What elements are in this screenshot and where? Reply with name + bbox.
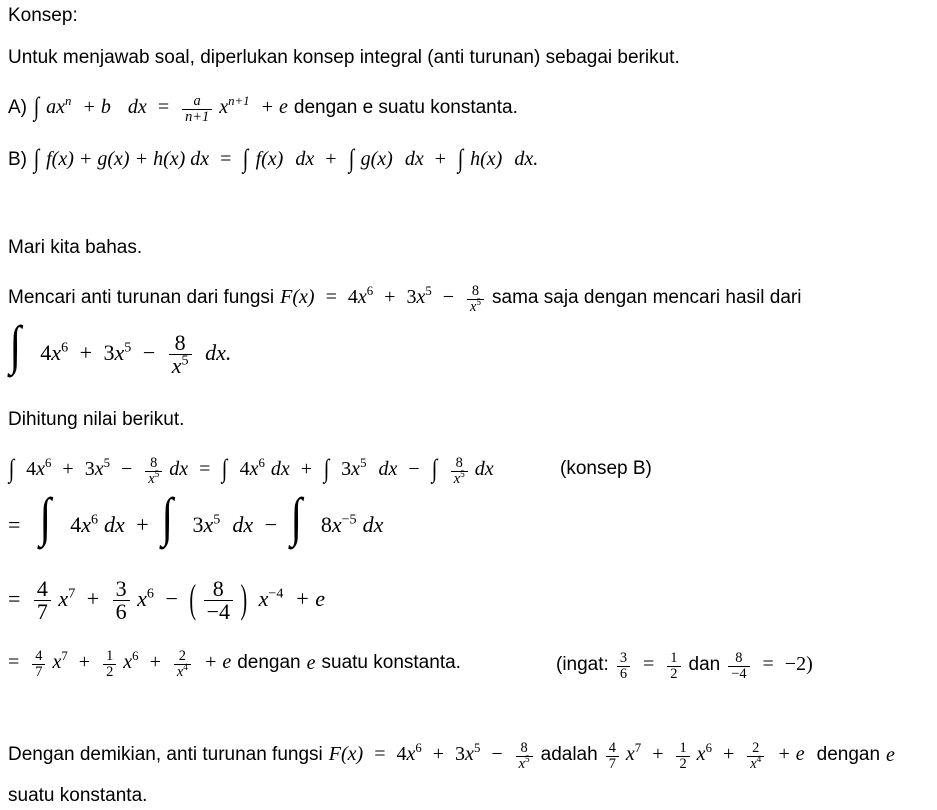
- dihitung-text: Dihitung nilai berikut.: [8, 409, 185, 430]
- concept-b-line: [8, 144, 539, 173]
- step-4-fraction-3: $\frac{2}{x^4}$: [174, 649, 191, 679]
- ingat-expression: $\frac{3}{6}$ = $\frac{1}{2}$: [615, 650, 683, 680]
- step-4-suatu-konstanta: suatu konstanta.: [321, 652, 461, 674]
- display-integral-fraction: $\frac{8}{x^5}$: [169, 332, 192, 378]
- ingat-fraction-1: $\frac{3}{6}$: [617, 651, 630, 681]
- ingat-fraction-3: $\frac{8}{-4}$: [728, 651, 749, 681]
- conclusion-fraction-3: $\frac{2}{x^4}$: [747, 741, 764, 771]
- step-1-line: [8, 455, 494, 485]
- step-4-expression: = $\frac{4}{7}$ $x^7$ + $\frac{1}{2}$ $x^6$ + $\frac{2}{x^4}$ + e: [8, 648, 232, 680]
- concept-b-rhs-1: f(x) dx: [255, 148, 315, 170]
- concept-a-frac-numerator: a: [193, 93, 201, 109]
- conclusion-constant-e: e: [886, 743, 895, 766]
- concept-b-rhs-3: h(x) dx.: [470, 148, 539, 170]
- conclusion-adalah: adalah: [540, 744, 598, 766]
- concept-a-formula: ∫ $ax^n + b$ dx = $\frac{a}{n+1}$ $x^{n+1} + e$: [33, 91, 288, 125]
- step-4-plus-e: + e: [203, 650, 232, 673]
- concept-b-lhs: f(x) + g(x) + h(x) dx: [46, 148, 210, 170]
- conclusion-line-2: [8, 786, 147, 805]
- function-term3-numerator: 8: [471, 283, 480, 299]
- concept-a-equals: =: [157, 95, 170, 118]
- step-1-annotation: [560, 458, 652, 480]
- conclusion-result: $\frac{4}{7}$ $x^7$ + $\frac{1}{2}$ $x^6$ + $\frac{2}{x^4}$ + e: [604, 740, 805, 770]
- mencari-paragraph: [8, 283, 801, 313]
- intro-text: Untuk menjawab soal, diperlukan konsep integral (anti turunan) sebagai berikut.: [8, 47, 680, 68]
- step-3-fraction-3: $\frac{8}{-4}$: [204, 578, 233, 624]
- step-3-fraction-1: $\frac{4}{7}$: [34, 578, 51, 624]
- step-1-annotation-text: (konsep B): [560, 458, 652, 479]
- conclusion-function: $F(x) = 4x^6 + 3x^5$ − $\frac{8}{x^5}$: [329, 740, 535, 770]
- konsep-heading: [8, 6, 78, 25]
- mencari-prefix-text: Mencari anti turunan dari fungsi: [8, 287, 275, 309]
- mari-kita-bahas-text: Mari kita bahas.: [8, 237, 143, 258]
- function-term2-var: x: [416, 285, 426, 308]
- conclusion-line-1: [8, 740, 895, 770]
- concept-a-x: x: [219, 95, 229, 118]
- function-term1-exp: 6: [366, 284, 374, 299]
- function-term3-denominator: $x^5$: [467, 299, 484, 315]
- intro-paragraph: [8, 48, 680, 67]
- conclusion-last-text: suatu konstanta.: [8, 785, 148, 806]
- concept-a-dx: dx: [127, 95, 147, 118]
- conclusion-plus-e: + e: [777, 742, 805, 765]
- step-3-expression: = $\frac{4}{7}$ $x^7$ + $\frac{3}{6}$ $x^6$ − ( $\frac{8}{-4}$ ) $x^{-4} + e$: [8, 576, 326, 625]
- conclusion-dengan: dengan: [816, 744, 881, 766]
- step-1-expression: ∫ $4x^6 + 3x^5$ − $\frac{8}{x^5}$ dx = ∫ $4x^6$ dx + ∫ $3x^5$ dx − ∫ $\frac{8}{x^5}$ dx: [8, 453, 494, 487]
- concept-a-frac-denominator: n+1: [182, 109, 212, 125]
- step-4-constant-e: e: [306, 651, 316, 674]
- step-4-line: [8, 648, 461, 678]
- display-integral-line: [8, 314, 232, 379]
- concept-b-formula: ∫ f(x) + g(x) + h(x) dx = ∫ f(x) dx + ∫ g(x) dx + ∫ h(x) dx.: [33, 144, 539, 173]
- step-4-fraction-2: $\frac{1}{2}$: [103, 649, 116, 679]
- concept-a-plus-b: + b: [82, 95, 111, 118]
- conclusion-prefix: Dengan demikian, anti turunan fungsi: [8, 744, 323, 766]
- mencari-suffix-text: sama saja dengan mencari hasil dari: [492, 287, 802, 309]
- function-definition-inline: $F(x) = 4x^6 + 3x^5$ − $\frac{8}{x^5}$: [280, 283, 486, 313]
- step-3-line: [8, 578, 325, 624]
- step-4-dengan: dengan: [237, 652, 301, 674]
- ingat-result: −2): [784, 652, 813, 675]
- concept-a-x-exponent: n+1: [228, 94, 250, 109]
- concept-a-plus-e: + e: [260, 95, 288, 118]
- step-4-fraction-1: $\frac{4}{7}$: [32, 649, 45, 679]
- ingat-dan: dan: [688, 654, 721, 676]
- concept-b-label: B): [8, 148, 27, 170]
- konsep-label: Konsep:: [8, 5, 78, 26]
- step-2-line: [8, 487, 384, 547]
- function-term2-coeff: 3: [406, 285, 417, 308]
- ingat-fraction-2: $\frac{1}{2}$: [667, 651, 680, 681]
- step-4-annotation: (ingat: $\frac{3}{6}$ = $\frac{1}{2}$ dan $\frac{8}{-4}$ = −2): [556, 650, 813, 682]
- concept-a-fraction: [182, 94, 212, 124]
- function-name: F(x): [280, 285, 315, 308]
- ingat-open: (ingat:: [556, 654, 609, 676]
- concept-b-equals: =: [220, 148, 232, 170]
- conclusion-fraction-1: $\frac{4}{7}$: [606, 741, 619, 771]
- function-term2-exp: 5: [425, 284, 432, 299]
- conclusion-fraction-2: $\frac{1}{2}$: [676, 741, 689, 771]
- function-term1-coeff: 4: [347, 285, 358, 308]
- concept-a-exponent: n: [65, 94, 72, 109]
- concept-a-trailing-text: dengan e suatu konstanta.: [293, 97, 518, 119]
- concept-a-label: A): [8, 97, 27, 119]
- display-integral-dx: dx.: [205, 339, 232, 365]
- step-3-plus-e: + e: [294, 585, 326, 611]
- step-2-expression: = ∫ $4x^6$ dx + ∫ $3x^5$ dx − ∫ $8x^{-5}$ dx: [8, 487, 384, 547]
- mari-kita-bahas-paragraph: [8, 238, 142, 257]
- concept-a-integrand: ax: [46, 95, 66, 118]
- display-integral-expression: ∫ $4x^6 + 3x^5$ − $\frac{8}{x^5}$ dx.: [9, 314, 232, 379]
- function-term1-var: x: [357, 285, 367, 308]
- step-2-negative-exponent: −5: [341, 511, 357, 528]
- concept-a-line: [8, 93, 518, 123]
- function-term3-fraction: [467, 284, 484, 314]
- step-3-fraction-2: $\frac{3}{6}$: [113, 578, 130, 624]
- function-equals: =: [325, 285, 337, 308]
- concept-b-rhs-2: g(x) dx: [360, 148, 424, 170]
- dihitung-paragraph: [8, 410, 184, 429]
